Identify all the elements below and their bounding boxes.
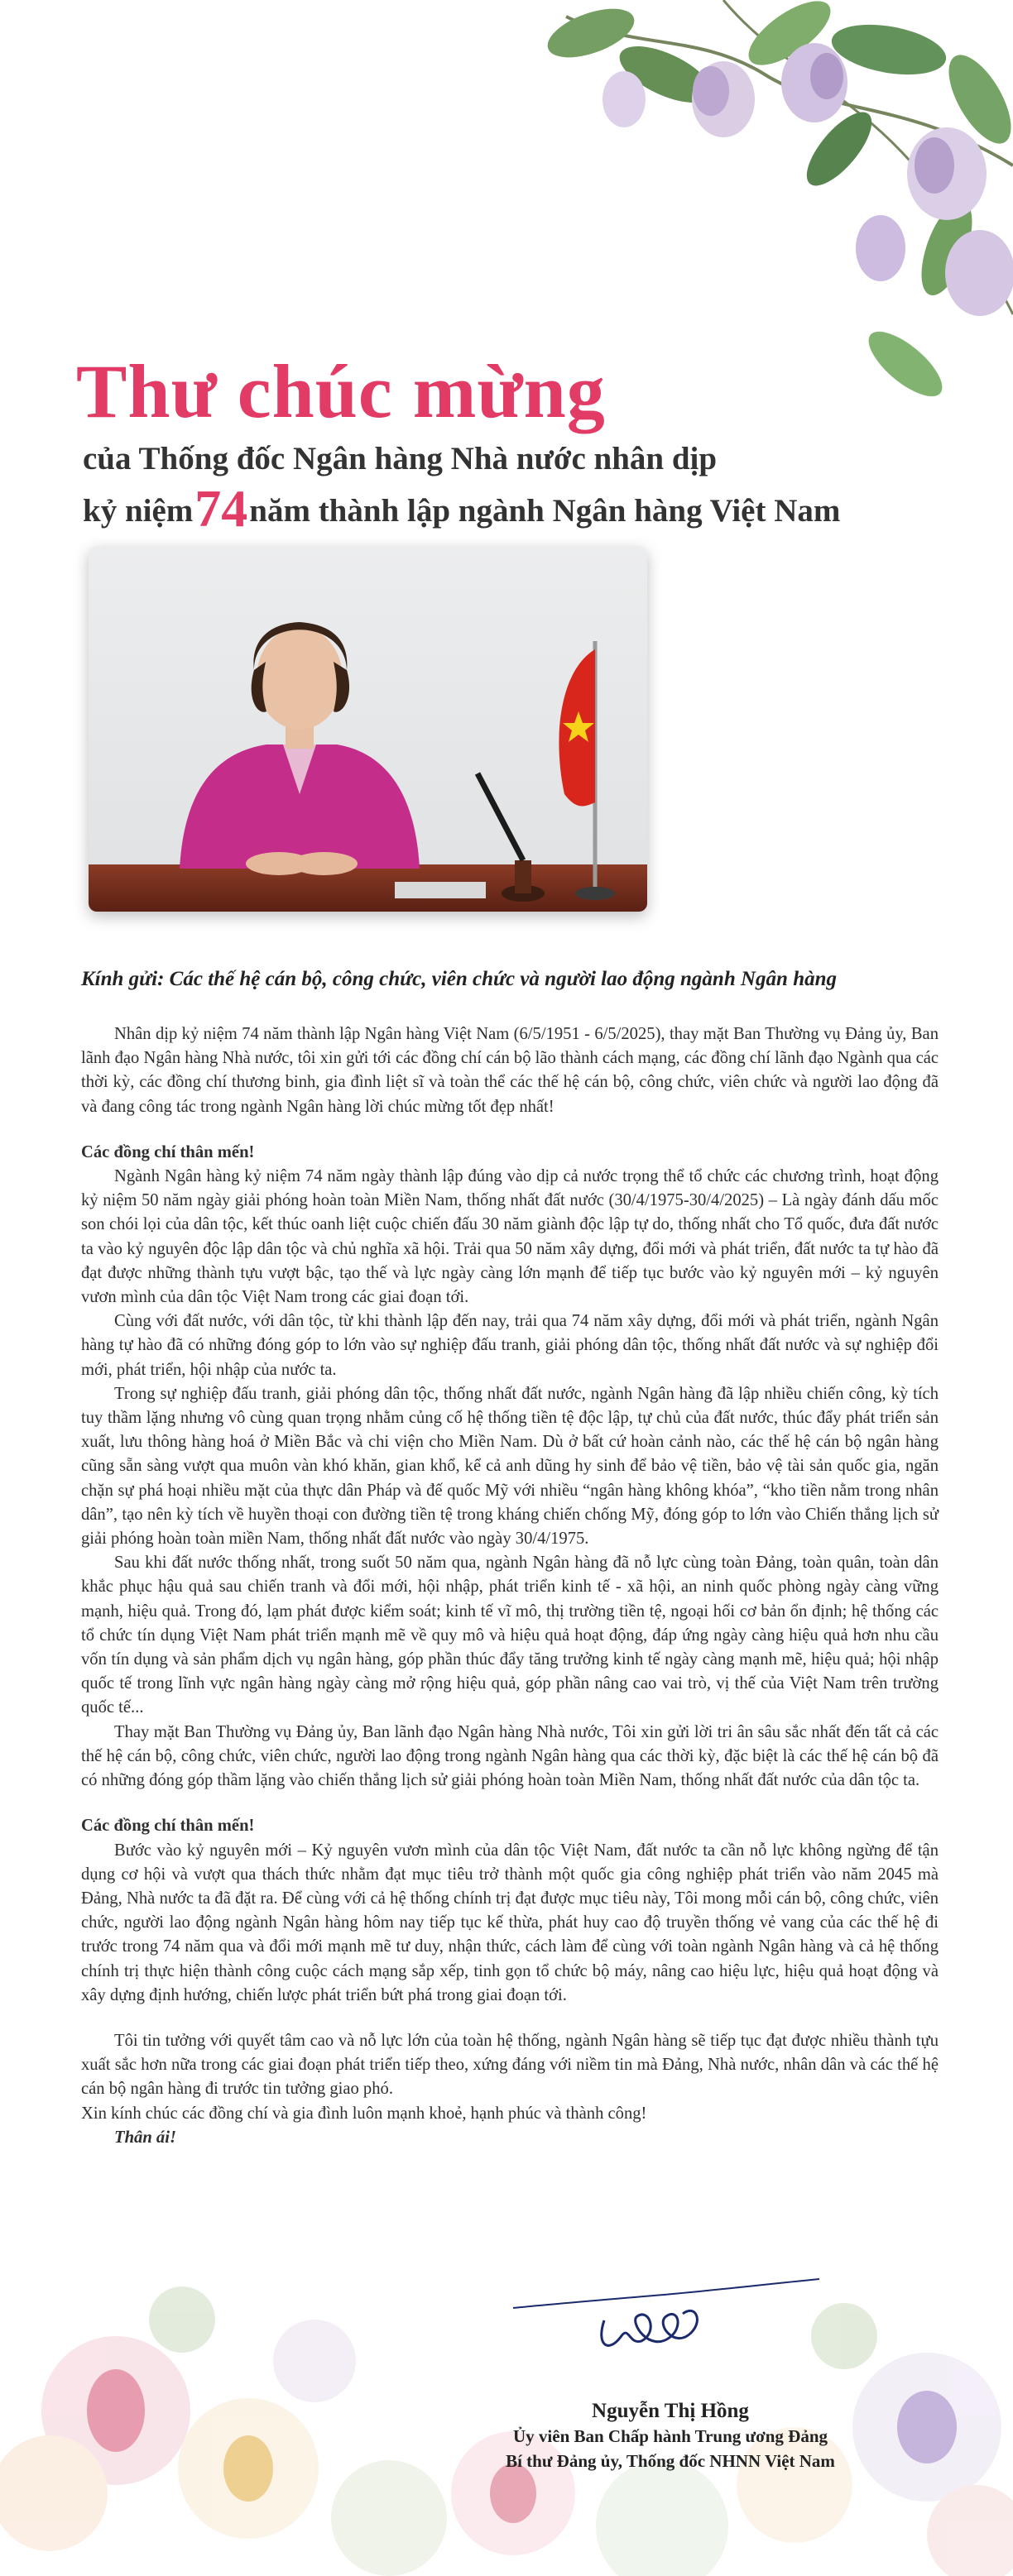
signer-block: [463, 2399, 877, 2473]
paragraph-3: Trong sự nghiệp đấu tranh, giải phóng dân tộc, thống nhất đất nước, ngành Ngân hàng đã lập nhiều chiến công, kỳ tích tuy thầm lặng nhưng vô cùng quan trọng nhằm củng cố hệ thống tiền tệ độc lập, tự chủ của đất nước, thúc đẩy phát triển sản xuất, lưu thông hàng hoá ở Miền Bắc và chi viện cho Miền Nam. Dù ở bất cứ hoàn cảnh nào, các thế hệ cán bộ ngân hàng cũng sẵn sàng vượt qua muôn vàn khó khăn, gian khổ, kể cả anh dũng hy sinh để bảo vệ tiền, bảo vệ tài sản quốc gia, ngăn chặn sự phá hoại nhiều mặt của thực dân Pháp và đế quốc Mỹ với nhiều “ngân hàng không khóa”, “kho tiền nằm trong nhân dân”, tạo nên kỳ tích về huyền thoại con đường tiền tệ trong kháng chiến chống Mỹ, đóng góp to lớn vào Chiến thắng lịch sử giải phóng hoàn toàn miền Nam, thống nhất đất nước vào ngày 30/4/1975.: [81, 1384, 939, 1549]
closing-wish: Xin kính chúc các đồng chí và gia đình luôn mạnh khoẻ, hạnh phúc và thành công!: [81, 2104, 647, 2123]
paragraph-1: Ngành Ngân hàng kỷ niệm 74 năm ngày thành lập đúng vào dịp cả nước trọng thể tổ chức các chương trình, hoạt động kỷ niệm 50 năm ngày giải phóng hoàn toàn Miền Nam, thống nhất đất nước (30/4/1975-30/4/2025) – Là ngày đánh dấu mốc son chói lọi của dân tộc, kết thúc oanh liệt cuộc chiến đấu 30 năm giành độc lập tự do, thống nhất cho Tổ quốc, đưa đất nước ta vào kỷ nguyên độc lập dân tộc và chủ nghĩa xã hội. Trải qua 50 năm xây dựng, đổi mới và phát triển, đất nước ta tự hào đã đạt được những thành tựu vượt bậc, tạo thế và lực ngày càng lớn mạnh để tiếp tục bước vào kỷ nguyên mới – kỷ nguyên vươn mình của dân tộc Việt Nam trong các giai đoạn tới.: [81, 1167, 939, 1307]
portrait-illustration: [89, 546, 647, 912]
letter-subtitle-line-2: [83, 478, 993, 539]
letter-body: [81, 1022, 939, 2150]
salutation-heading-2: Các đồng chí thân mến!: [81, 1817, 255, 1836]
subtitle-suffix: năm thành lập ngành Ngân hàng Việt Nam: [249, 493, 841, 529]
letter-address: Kính gửi: Các thế hệ cán bộ, công chức, viên chức và người lao động ngành Ngân hàng: [81, 968, 838, 990]
paragraph-7: Tôi tin tưởng với quyết tâm cao và nỗ lực lớn của toàn hệ thống, ngành Ngân hàng sẽ tiếp tục đạt được nhiều thành tựu xuất sắc hơn nữa trong các giai đoạn phát triển tiếp theo, xứng đáng với niềm tin mà Đảng, Nhà nước, nhân dân và các thế hệ cán bộ ngân hàng đi trước tin tưởng giao phó.: [81, 2031, 939, 2099]
signer-title-1: Ủy viên Ban Chấp hành Trung ương Đảng: [513, 2426, 828, 2446]
signer-title-2: Bí thư Đảng ủy, Thống đốc NHNN Việt Nam: [506, 2451, 835, 2471]
paragraph-5: Thay mặt Ban Thường vụ Đảng ủy, Ban lãnh đạo Ngân hàng Nhà nước, Tôi xin gửi lời tri ân sâu sắc nhất đến tất cả các thế hệ cán bộ, công chức, viên chức, người lao động trong ngành Ngân hàng qua các thời kỳ, đặc biệt là các thế hệ cán bộ đã có những đóng góp thầm lặng vào chiến thắng lịch sử giải phóng hoàn toàn Miền Nam, thống nhất đất nước của dân tộc ta.: [81, 1722, 939, 1790]
anniversary-number: 74: [194, 479, 248, 538]
paragraph-6: Bước vào kỷ nguyên mới – Kỷ nguyên vươn mình của dân tộc Việt Nam, đất nước ta cần nỗ lực không ngừng để tận dụng cơ hội và vượt qua thách thức nhằm đạt mục tiêu trở thành một quốc gia công nghiệp phát triển vào năm 2045 mà Đảng, Nhà nước ta đã đặt ra. Để cùng với cả hệ thống chính trị đạt được mục tiêu này, Tôi mong mỗi cán bộ, công chức, viên chức, người lao động ngành Ngân hàng hôm nay tiếp tục kế thừa, phát huy cao độ truyền thống vẻ vang của các thế hệ đi trước trong 74 năm qua và đổi mới mạnh mẽ tư duy, nhận thức, cách làm để cùng với toàn ngành Ngân hàng và cả hệ thống chính trị thực hiện thành công cuộc cách mạng sắp xếp, tinh gọn tổ chức bộ máy, nâng cao hiệu lực, hiệu quả hoạt động và xây dựng định hướng, chiến lược phát triển bứt phá trong giai đoạn tới.: [81, 1841, 939, 2004]
handwritten-signature: [505, 2271, 828, 2362]
intro-paragraph: Nhân dịp kỷ niệm 74 năm thành lập Ngân hàng Việt Nam (6/5/1951 - 6/5/2025), thay mặt Ban Thường vụ Đảng ủy, Ban lãnh đạo Ngân hàng Nhà nước, tôi xin gửi tới các đồng chí cán bộ lão thành cách mạng, các đồng chí lãnh đạo Ngành qua các thời kỳ, các đồng chí thương binh, gia đình liệt sĩ và toàn thể các thế hệ cán bộ, công chức, viên chức và người lao động đã và đang công tác trong ngành Ngân hàng lời chúc mừng tốt đẹp nhất!: [81, 1025, 939, 1116]
paragraph-4: Sau khi đất nước thống nhất, trong suốt 50 năm qua, ngành Ngân hàng đã nỗ lực cùng toàn Đảng, toàn quân, toàn dân khắc phục hậu quả sau chiến tranh và đổi mới, hội nhập, phát triển kinh tế - xã hội, an ninh quốc phòng ngày càng vững mạnh, hiệu quả. Trong đó, lạm phát được kiểm soát; kinh tế vĩ mô, thị trường tiền tệ, ngoại hối cơ bản ổn định; hệ thống các tổ chức tín dụng Việt Nam phát triển mạnh mẽ về quy mô và hiệu quả hoạt động, đáp ứng ngày càng hiệu quả hơn nhu cầu vốn tín dụng và sản phẩm dịch vụ ngân hàng, góp phần thúc đẩy tăng trưởng kinh tế ngày càng mạnh mẽ, hiệu quả; hội nhập quốc tế trong lĩnh vực ngân hàng ngày càng mở rộng hiệu quả, góp phần nâng cao vai trò, vị thế của Việt Nam trên trường quốc tế...: [81, 1554, 939, 1717]
salutation-heading-1: Các đồng chí thân mến!: [81, 1142, 255, 1161]
letter-title: Thư chúc mừng: [76, 349, 606, 433]
letter-subtitle-line-1: của Thống đốc Ngân hàng Nhà nước nhân dịp: [83, 441, 718, 476]
governor-portrait-photo: [89, 546, 647, 912]
signer-name: Nguyễn Thị Hồng: [592, 2400, 749, 2422]
subtitle-prefix: kỷ niệm: [83, 493, 194, 529]
sign-off: Thân ái!: [114, 2128, 176, 2147]
paragraph-2: Cùng với đất nước, với dân tộc, từ khi thành lập đến nay, trải qua 74 năm xây dựng, đổi mới và phát triển, ngành Ngân hàng tự hào đã có những đóng góp to lớn vào sự nghiệp đấu tranh, giải phóng dân tộc, thống nhất đất nước và sự nghiệp đổi mới, phát triển, hội nhập của nước ta.: [81, 1312, 939, 1379]
